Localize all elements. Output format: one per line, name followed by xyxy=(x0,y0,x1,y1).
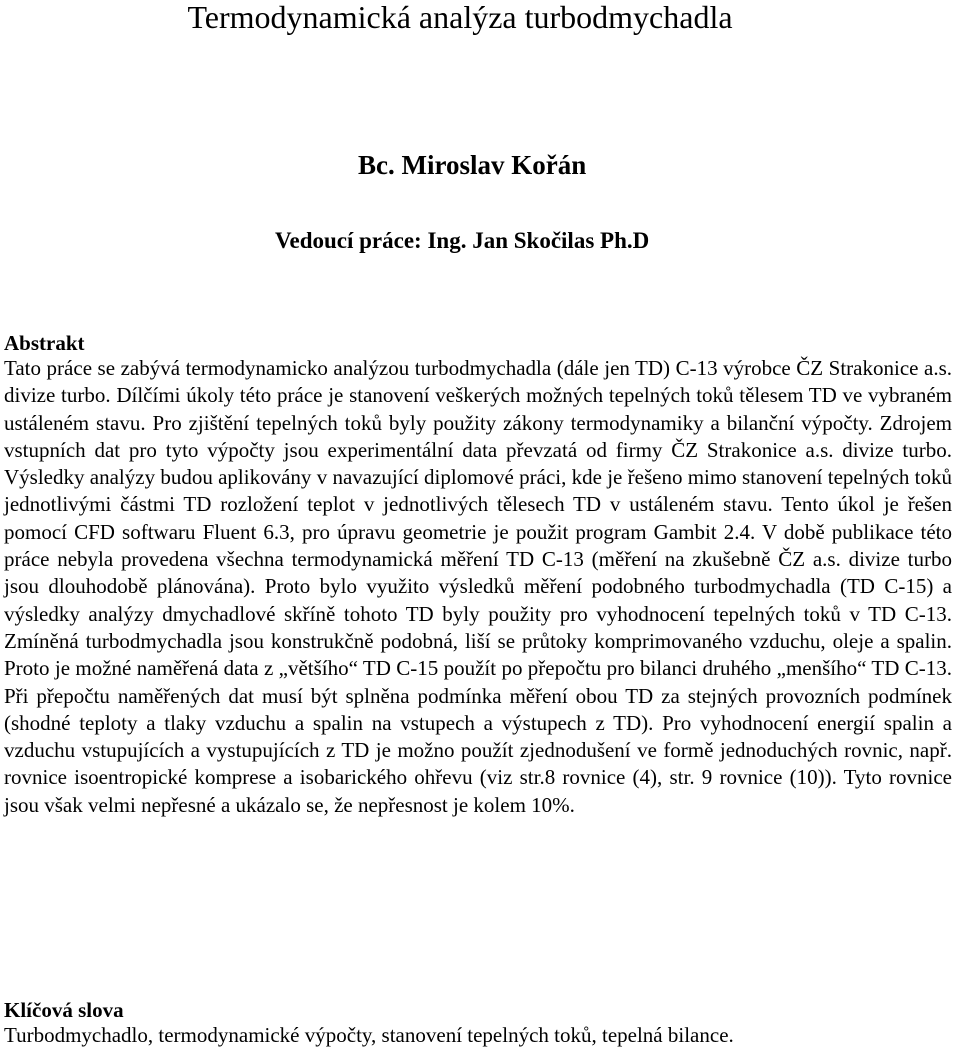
abstract-text: Tato práce se zabývá termodynamicko analýzou turbodmychadla (dále jen TD) C-13 výrobce ČZ Strakonice a.s. divize turbo. Dílčími úkoly této práce je stanovení veškerých možných tepelných toků tělesem TD ve vybraném ustáleném stavu. Pro zjištění tepelných toků byly použity zákony termodynamiky a bilanční výpočty. Zdrojem vstupních dat pro tyto výpočty jsou experimentální data převzatá od firmy ČZ Strakonice a.s. divize turbo. Výsledky analýzy budou aplikovány v navazující diplomové práci, kde je řešeno mimo stanovení tepelných toků jednotlivými částmi TD rozložení teplot v jednotlivých tělesech TD v ustáleném stavu. Tento úkol je řešen pomocí CFD softwaru Fluent 6.3, pro úpravu geometrie je použit program Gambit 2.4. V době publikace této práce nebyla provedena všechna termodynamická měření TD C-13 (měření na zkušebně ČZ a.s. divize turbo jsou dlouhodobě plánována). Proto bylo využito výsledků měření podobného turbodmychadla (TD C-15) a výsledky analýzy dmychadlové skříně tohoto TD byly použity pro vyhodnocení tepelných toků v TD C-13. Zmíněná turbodmychadla jsou konstrukčně podobná, liší se průtoky komprimovaného vzduchu, oleje a spalin. Proto je možné naměřená data z „většího“ TD C-15 použít po přepočtu pro bilanci druhého „menšího“ TD C-13. Při přepočtu naměřených dat musí být splněna podmínka měření obou TD za stejných provozních podmínek (shodné teploty a tlaky vzduchu a spalin na vstupech a výstupech z TD). Pro vyhodnocení energií spalin a vzduchu vstupujících a vystupujících z TD je možno použít zjednodušení ve formě jednoduchých rovnic, např. rovnice isoentropické komprese a isobarického ohřevu (viz str.8 rovnice (4), str. 9 rovnice (10)). Tyto rovnice jsou však velmi nepřesné a ukázalo se, že nepřesnost je kolem 10%. xyxy=(4,356,952,817)
abstract-heading: Abstrakt xyxy=(4,331,85,355)
paper-title: Termodynamická analýza turbodmychadla xyxy=(187,0,733,35)
author-name: Bc. Miroslav Kořán xyxy=(358,150,587,180)
keywords-text: Turbodmychadlo, termodynamické výpočty, stanovení tepelných toků, tepelná bilance. xyxy=(4,1023,734,1047)
keywords-heading: Klíčová slova xyxy=(4,998,124,1022)
supervisor-line: Vedoucí práce: Ing. Jan Skočilas Ph.D xyxy=(275,228,650,253)
